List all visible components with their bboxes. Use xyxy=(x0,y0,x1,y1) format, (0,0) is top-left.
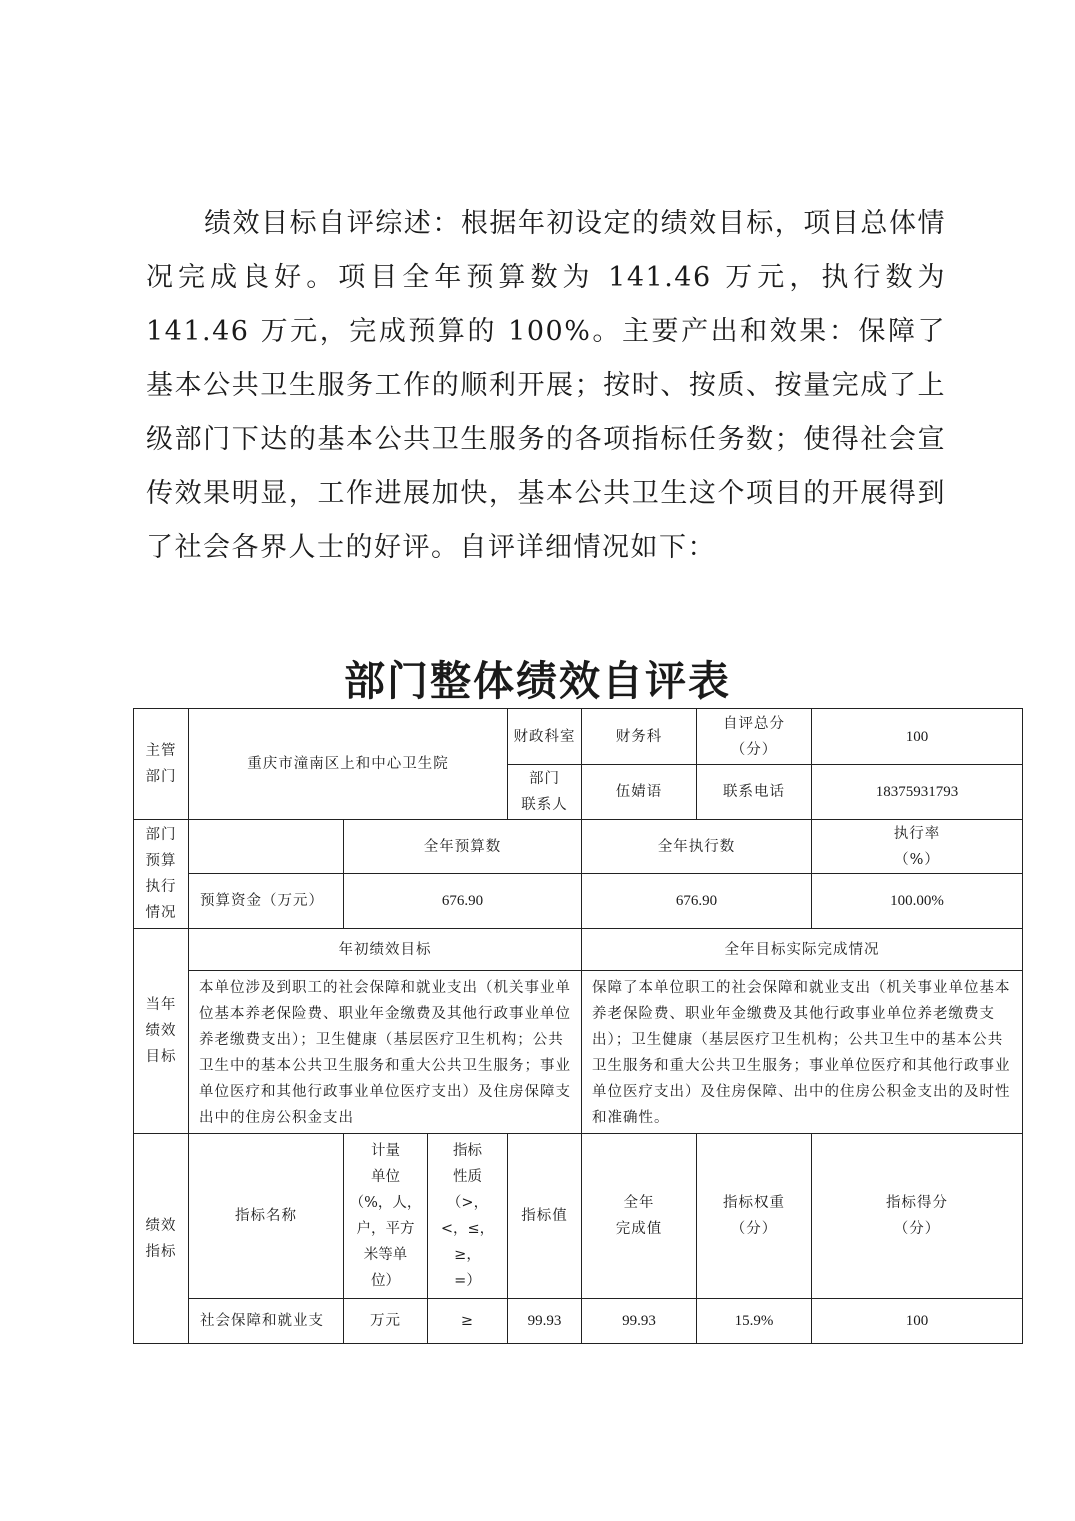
col-rate-cell xyxy=(812,820,1023,874)
phone-label: 联系电话 xyxy=(697,765,812,820)
indicator-label-line: 绩效 xyxy=(145,1217,177,1234)
goals-label-cell xyxy=(134,929,189,1134)
col-score-line: 指标得分 xyxy=(886,1195,948,1211)
col-nature-line: =） xyxy=(454,1273,481,1289)
score-value: 100 xyxy=(812,709,1023,765)
actual-goals-header: 全年目标实际完成情况 xyxy=(582,929,1023,971)
col-score-cell xyxy=(812,1134,1023,1299)
phone-value: 18375931793 xyxy=(812,765,1023,820)
dept-label-cell xyxy=(134,709,189,820)
indicator-actual: 99.93 xyxy=(582,1299,697,1344)
col-indicator-name: 指标名称 xyxy=(189,1134,344,1299)
indicator-nature: ≥ xyxy=(428,1299,508,1344)
finance-office-label: 财政科室 xyxy=(508,709,582,765)
goals-label-line: 当年 xyxy=(145,997,177,1013)
col-unit-line: 计量 xyxy=(371,1143,400,1159)
col-actual-line: 完成值 xyxy=(615,1221,663,1237)
dept-label-line: 主管 xyxy=(145,743,177,759)
col-indicator-value: 指标值 xyxy=(508,1134,582,1299)
finance-dept-value: 财务科 xyxy=(582,709,697,765)
col-unit-line: （%，人， xyxy=(349,1195,422,1211)
budget-label-line: 部门 xyxy=(145,827,177,843)
score-label-line: （分） xyxy=(730,741,778,758)
contact-label-cell xyxy=(508,765,582,820)
contact-label-line: 部门 xyxy=(529,771,560,787)
budget-header-row xyxy=(134,820,1023,874)
table-row xyxy=(134,1299,1023,1344)
executed-value: 676.90 xyxy=(582,874,812,929)
indicator-name: 社会保障和就业支 xyxy=(189,1299,344,1344)
budget-empty-cell xyxy=(189,820,344,874)
col-nature-line: 性质 xyxy=(453,1169,482,1185)
dept-label-line: 部门 xyxy=(145,769,177,785)
indicator-unit: 万元 xyxy=(344,1299,428,1344)
budget-label-line: 情况 xyxy=(145,905,177,921)
contact-name: 伍婧语 xyxy=(582,765,697,820)
indicator-label-line: 指标 xyxy=(145,1243,177,1260)
col-actual-cell xyxy=(582,1134,697,1299)
col-weight-cell xyxy=(697,1134,812,1299)
col-unit-cell xyxy=(344,1134,428,1299)
score-label-cell xyxy=(697,709,812,765)
indicator-score: 100 xyxy=(812,1299,1023,1344)
col-score-line: （分） xyxy=(893,1221,941,1237)
col-unit-line: 户，平方 xyxy=(356,1221,415,1237)
col-nature-line: 指标 xyxy=(453,1143,482,1159)
budget-label-line: 执行 xyxy=(145,879,177,895)
indicator-label-cell xyxy=(134,1134,189,1344)
col-nature-cell xyxy=(428,1134,508,1299)
col-unit-line: 单位 xyxy=(371,1169,400,1185)
col-nature-line: （>， xyxy=(446,1195,489,1211)
score-label-line: 自评总分 xyxy=(723,715,785,732)
budget-label-line: 预算 xyxy=(145,853,177,869)
col-rate-line: 执行率 xyxy=(893,825,941,842)
col-weight-line: （分） xyxy=(730,1221,778,1237)
actual-goals-text: 保障了本单位职工的社会保障和就业支出（机关事业单位基本养老保险费、职业年金缴费及其他行政事业单位养老缴费支出）；卫生健康（基层医疗卫生机构；公共卫生中的基本公共卫生服务和重大公共卫生服务；事业单位医疗和其他行政事业单位医疗支出）及住房保障、出中的住房公积金支出的及时性和准确性。 xyxy=(582,971,1023,1134)
budget-value: 676.90 xyxy=(344,874,582,929)
indicator-target: 99.93 xyxy=(508,1299,582,1344)
performance-table xyxy=(133,708,1023,1344)
budget-value-row xyxy=(134,874,1023,929)
col-actual-line: 全年 xyxy=(623,1195,655,1211)
goals-header-row xyxy=(134,929,1023,971)
dept-name: 重庆市潼南区上和中心卫生院 xyxy=(189,709,508,820)
header-row-1 xyxy=(134,709,1023,765)
indicator-weight: 15.9% xyxy=(697,1299,812,1344)
goals-label-line: 目标 xyxy=(145,1049,177,1065)
col-nature-line: <，≤，≥， xyxy=(440,1221,495,1263)
initial-goals-text: 本单位涉及到职工的社会保障和就业支出（机关事业单位基本养老保险费、职业年金缴费及其他行政事业单位养老缴费支出）；卫生健康（基层医疗卫生机构；公共卫生中的基本公共卫生服务和重大公共卫生服务；事业单位医疗和其他行政事业单位医疗支出）及住房保障支出中的住房公积金支出 xyxy=(189,971,582,1134)
budget-label-cell xyxy=(134,820,189,929)
col-executed: 全年执行数 xyxy=(582,820,812,874)
initial-goals-header: 年初绩效目标 xyxy=(189,929,582,971)
contact-label-line: 联系人 xyxy=(521,797,568,813)
indicator-header-row xyxy=(134,1134,1023,1299)
col-rate-line: （%） xyxy=(894,851,940,868)
goals-label-line: 绩效 xyxy=(145,1023,177,1039)
rate-value: 100.00% xyxy=(812,874,1023,929)
goals-text-row xyxy=(134,971,1023,1134)
col-unit-line: 米等单 xyxy=(363,1247,408,1263)
budget-row-label: 预算资金（万元） xyxy=(189,874,344,929)
col-budget: 全年预算数 xyxy=(344,820,582,874)
col-unit-line: 位） xyxy=(371,1273,400,1289)
intro-paragraph: 绩效目标自评综述：根据年初设定的绩效目标，项目总体情况完成良好。项目全年预算数为 141.46 万元，执行数为 141.46 万元，完成预算的 100%。主要产出和效果：保障了基本公共卫生服务工作的顺利开展；按时、按质、按量完成了上级部门下达的基本公共卫生服务的各项指标任务数；使得社会宣传效果明显，工作进展加快，基本公共卫生这个项目的开展得到了社会各界人士的好评。自评详细情况如下： xyxy=(146,208,946,563)
col-weight-line: 指标权重 xyxy=(723,1195,785,1211)
table-title: 部门整体绩效自评表 xyxy=(344,657,731,705)
